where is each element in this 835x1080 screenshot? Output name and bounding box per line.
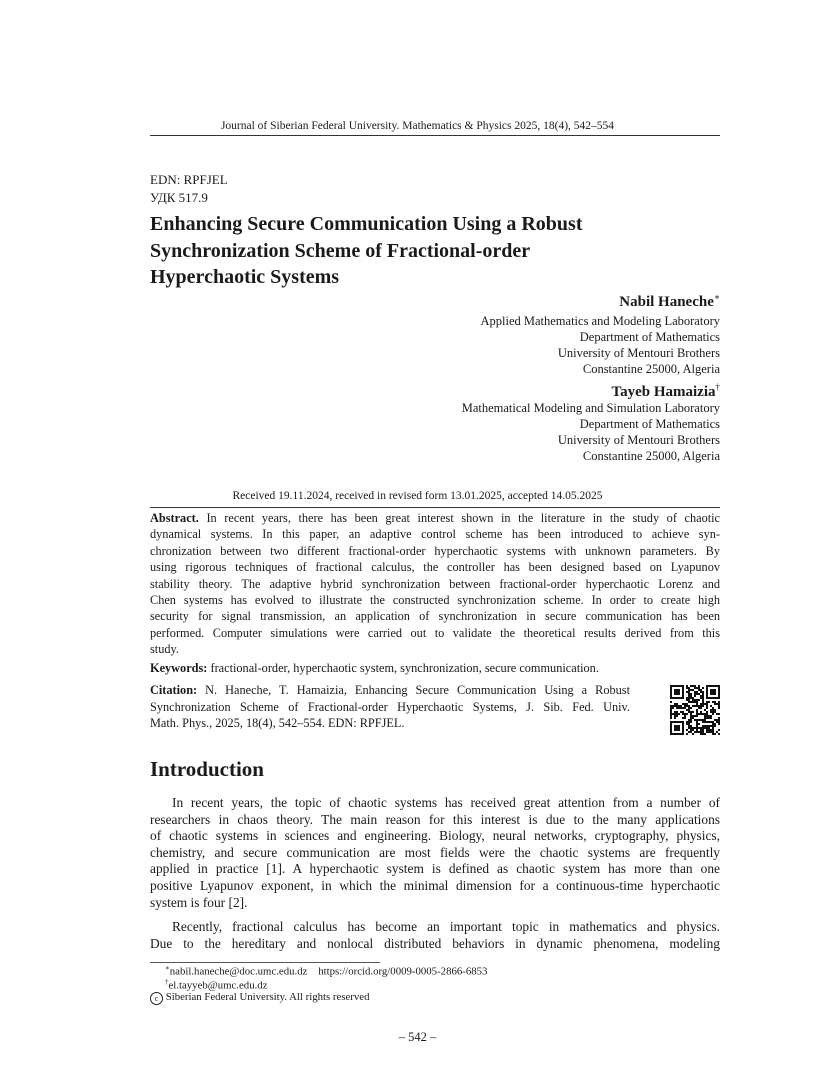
orcid-link[interactable]: https://orcid.org/0009-0005-2866-6853 (318, 965, 488, 978)
affiliation-line: Applied Mathematics and Modeling Laboratory (480, 314, 720, 328)
received-dates: Received 19.11.2024, received in revised form 13.01.2025, accepted 14.05.2025 (232, 490, 603, 502)
udk: УДК 517.9 (150, 190, 208, 205)
affiliation-line: University of Mentouri Brothers (557, 433, 720, 447)
page-number: – 542 – (398, 1030, 437, 1044)
affiliation-line: Constantine 25000, Algeria (582, 362, 720, 376)
keywords: Keywords: fractional-order, hyperchaotic system, synchronization, secure communication. (150, 661, 599, 675)
author-name: Nabil Haneche∗ (619, 292, 720, 310)
header-rule (150, 135, 720, 136)
title-line: Hyperchaotic Systems (150, 266, 340, 288)
title-line: Synchronization Scheme of Fractional-order (150, 239, 531, 262)
citation-line: Synchronization Scheme of Fractional-order Hyperchaotic Systems, J. Sib. Fed. Univ. (150, 699, 630, 714)
running-header: Journal of Siberian Federal University. Mathematics & Physics 2025, 18(4), 542–554 (220, 120, 615, 132)
section-heading-introduction: Introduction (150, 757, 264, 781)
abstract-line: stability theory. The adaptive hybrid synchronization between fractional-order hyperchaotic Lorenz and (150, 576, 720, 591)
abstract-rule (150, 507, 720, 508)
paper-title (150, 211, 582, 291)
abstract-line: chronization between two different fractional-order hyperchaotic systems with unknown parameters. By (150, 543, 720, 558)
footnote-rule (150, 962, 380, 963)
paragraph-line: positive Lyapunov exponent, in which the minimal dimension for a continuous-time hyperchaotic (150, 878, 720, 893)
footnote-1: ∗nabil.haneche@doc.umc.edu.dz https://orcid.org/0009-0005-2866-6853 (165, 964, 488, 978)
abstract-line: study. (150, 642, 179, 657)
abstract-line: dynamical systems. In this paper, an adaptive control scheme has been introduced to achieve syn- (150, 527, 720, 542)
email-link[interactable]: el.tayyeb@umc.edu.dz (168, 979, 268, 992)
abstract-line: Chen systems has evolved to illustrate the constructed synchronization scheme. In order to create high (150, 593, 720, 607)
paragraph-line: of chaotic systems in sciences and engineering. Biology, neural networks, cryptography, physics, (150, 828, 720, 844)
affiliation-line: University of Mentouri Brothers (557, 346, 720, 360)
affiliation-line: Constantine 25000, Algeria (582, 449, 720, 463)
title-line: Enhancing Secure Communication Using a Robust (150, 213, 583, 235)
citation-line: Math. Phys., 2025, 18(4), 542–554. EDN: RPFJEL. (150, 716, 405, 730)
abstract-line: security for signal transmission, an application of synchronization in secure communication has been (150, 609, 720, 624)
qr-code (670, 685, 720, 735)
affiliation-line: Department of Mathematics (579, 417, 720, 431)
copyright-icon: c (150, 992, 163, 1005)
copyright-notice: c Siberian Federal University. All rights reserved (150, 991, 370, 1005)
paragraph-line: In recent years, the topic of chaotic systems has received great attention from a number of (172, 795, 720, 810)
paragraph-line: researchers in chaos theory. The main reason for this interest is due to the many applications (150, 811, 720, 827)
edn: EDN: RPFJEL (150, 172, 228, 187)
abstract-line: performed. Computer simulations were carried out to validate the theoretical results derived from this (150, 625, 720, 640)
footnote-2: †el.tayyeb@umc.edu.dz (165, 978, 268, 992)
paragraph-line: Due to the hereditary and nonlocal distributed behaviors in dynamic phenomena, modeling (150, 935, 720, 951)
paragraph-line: system is four [2]. (150, 894, 248, 910)
abstract-line: using rigorous techniques of fractional calculus, the controller has been designed based on Lyapunov (150, 560, 720, 575)
citation-label: Citation: (150, 683, 198, 697)
paragraph-line: chemistry, and secure communication are most fields were the chaotic systems are frequently (150, 844, 720, 860)
abstract-label: Abstract. (150, 511, 199, 525)
paragraph-line: Recently, fractional calculus has become an important topic in mathematics and physics. (172, 919, 720, 934)
affiliation-line: Department of Mathematics (579, 330, 720, 344)
paragraph-line: applied in practice [1]. A hyperchaotic system is defined as chaotic system has more than one (150, 861, 720, 877)
email-link[interactable]: nabil.haneche@doc.umc.edu.dz (169, 965, 308, 978)
author-name: Tayeb Hamaizia† (611, 382, 720, 400)
affiliation-line: Mathematical Modeling and Simulation Laboratory (461, 401, 720, 415)
